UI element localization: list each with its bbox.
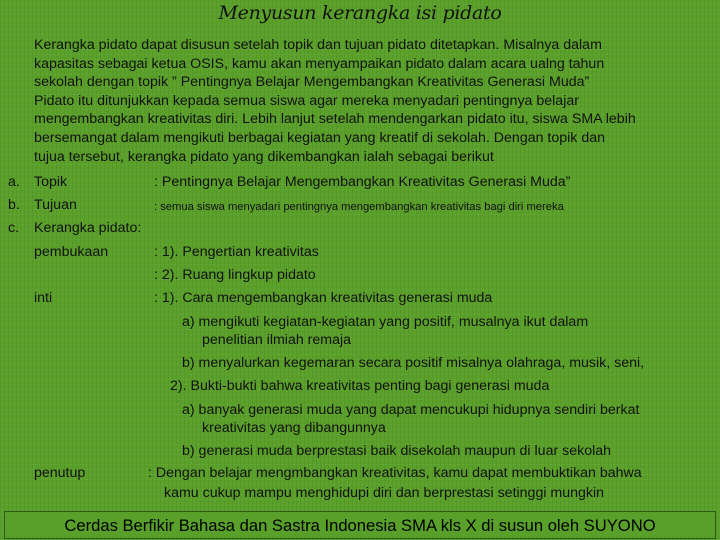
list-marker-a: a. (8, 174, 20, 190)
paragraph-line: tujua tersebut, kerangka pidato yang dikembangkan ialah sebagai berikut (34, 148, 494, 165)
inti-point-1a: a) mengikuti kegiatan-kegiatan yang positif, musalnya ikut dalam (182, 314, 589, 330)
paragraph-line: Kerangka pidato dapat disusun setelah topik dan tujuan pidato ditetapkan. Misalnya dalam (34, 37, 602, 53)
penutup-line-1: : Dengan belajar mengmbangkan kreativitas, kamu dapat membuktikan bahwa (148, 465, 642, 481)
inti-point-1: : 1). Cara mengembangkan kreativitas generasi muda (154, 290, 493, 306)
inti-label: inti (34, 290, 53, 306)
footer-text: Cerdas Berfikir Bahasa dan Sastra Indonesia SMA kls X di susun oleh SUYONO (64, 516, 656, 535)
inti-point-2a-cont: kreativitas yang dibangunnya (202, 420, 386, 436)
footer-bar (4, 511, 716, 539)
paragraph-line: bersemangat dalam mengikuti berbagai kegiatan yang kreatif di sekolah. Dengan topik dan (34, 129, 606, 146)
intro-paragraph (34, 36, 684, 166)
tujuan-label: Tujuan (34, 197, 77, 213)
paragraph-line: kapasitas sebagai ketua OSIS, kamu akan menyampaikan pidato dalam acara ualng tahun (34, 55, 605, 72)
tujuan-value: : semua siswa menyadari pentingnya mengembangkan kreativitas bagi diri mereka (154, 201, 564, 213)
inti-point-1b: b) menyalurkan kegemaran secara positif misalnya olahraga, musik, seni, (182, 355, 645, 371)
penutup-label: penutup (34, 465, 86, 481)
paragraph-line: Pidato itu ditunjukkan kepada semua siswa agar mereka menyadari pentingnya belajar (34, 92, 579, 109)
paragraph-line: sekolah dengan topik ” Pentingnya Belajar Mengembangkan Kreativitas Generasi Muda” (34, 74, 590, 91)
penutup-line-2: kamu cukup mampu menghidupi diri dan berprestasi setinggi mungkin (164, 485, 605, 501)
slide-title: Menyusun kerangka isi pidato (218, 2, 502, 24)
inti-point-2a: a) banyak generasi muda yang dapat mencukupi hidupnya sendiri berkat (182, 402, 640, 418)
inti-point-2: 2). Bukti-bukti bahwa kreativitas penting bagi generasi muda (170, 378, 550, 394)
topik-label: Topik (34, 174, 68, 190)
pembukaan-point-1: : 1). Pengertian kreativitas (154, 244, 319, 260)
paragraph-line: mengembangkan kreativitas diri. Lebih lanjut setelah mendengarkan pidato itu, siswa SMA lebih (34, 111, 636, 128)
topik-value: : Pentingnya Belajar Mengembangkan Kreativitas Generasi Muda” (154, 174, 571, 190)
inti-point-2b: b) generasi muda berprestasi baik disekolah maupun di luar sekolah (182, 443, 612, 459)
list-marker-c: c. (8, 220, 20, 236)
pembukaan-point-2: : 2). Ruang lingkup pidato (154, 267, 316, 283)
kerangka-label: Kerangka pidato: (34, 220, 142, 236)
pembukaan-label: pembukaan (34, 244, 109, 260)
inti-point-1a-cont: penelitian ilmiah remaja (202, 332, 352, 348)
list-marker-b: b. (8, 197, 20, 213)
